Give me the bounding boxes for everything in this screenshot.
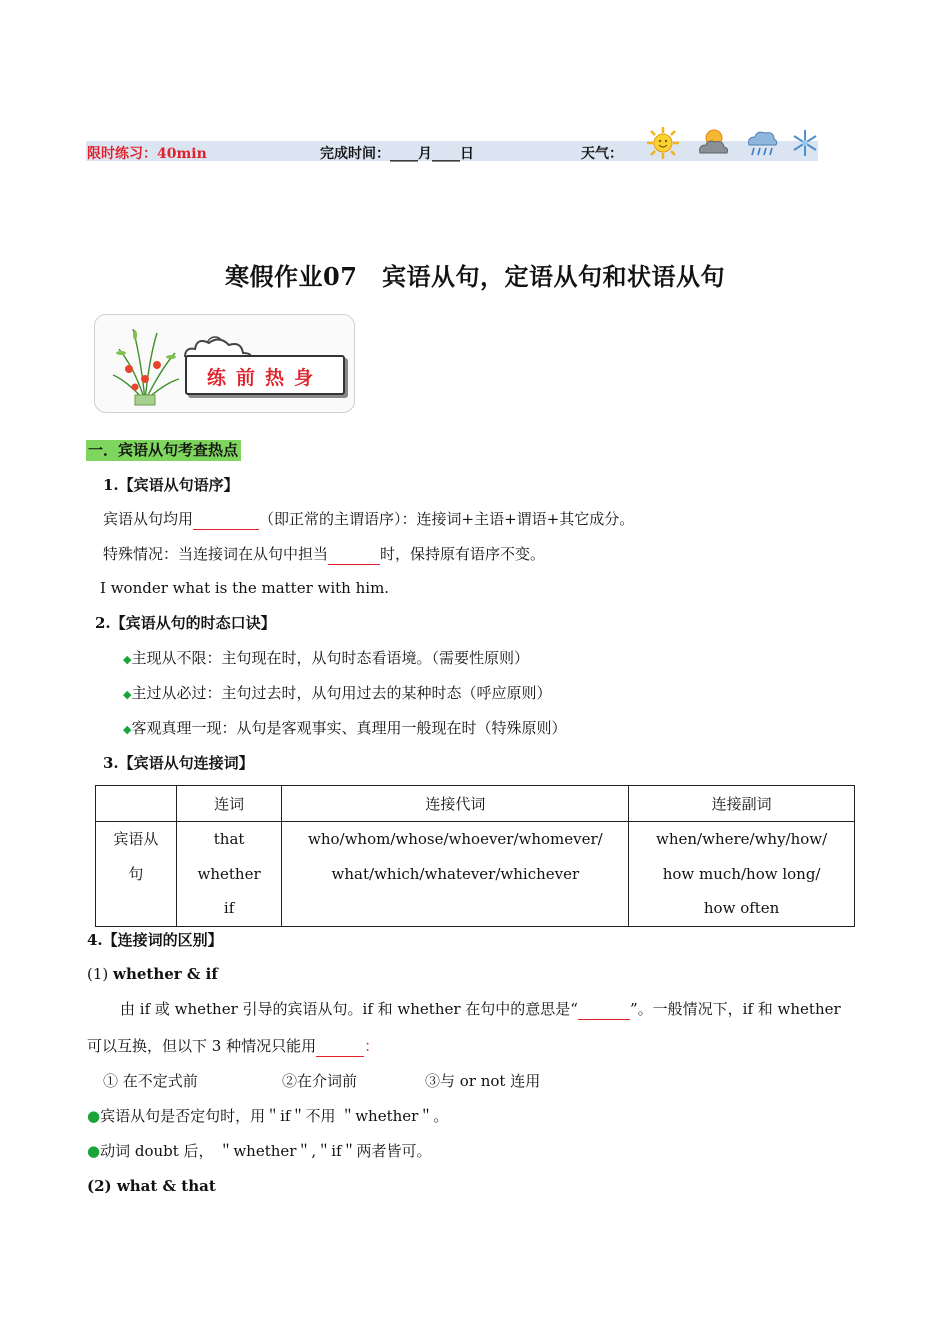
table-header-empty: [96, 786, 177, 822]
pronouns-cell: who/whom/whose/whoever/whomever/ what/which/whatever/whichever: [282, 822, 629, 927]
table-header-conjunction: 连词: [176, 786, 282, 822]
part4-heading: 4.【连接词的区别】: [87, 931, 223, 949]
green-dot-icon: ●: [87, 1107, 101, 1125]
fill-blank: [316, 1038, 364, 1057]
section-heading: 一．宾语从句考查热点: [86, 440, 241, 461]
connector-table: [95, 785, 855, 927]
part1-line1: 宾语从句均用 （即正常的主谓语序）：连接词+主语+谓语+其它成分。: [103, 510, 635, 528]
adverbs-cell: when/where/why/how/ how much/how long/ how often: [629, 822, 855, 927]
bullet-note: ●动词 doubt 后， ＂whether＂,＂if＂两者皆可。: [87, 1142, 432, 1160]
part1-heading: 1.【宾语从句语序】: [103, 476, 239, 494]
part1-line2: 特殊情况：当连接词在从句中担当 时，保持原有语序不变。: [103, 545, 546, 563]
sub1-line2: 可以互换，但以下 3 种情况只能用 ：: [87, 1037, 380, 1055]
fill-blank: [328, 546, 380, 565]
table-header-pronoun: 连接代词: [282, 786, 629, 822]
fill-blank: [578, 1001, 630, 1020]
weather-label: 天气：: [581, 146, 623, 162]
tense-rule: ◆主过从必过：主句过去时，从句用过去的某种时态（呼应原则）: [123, 684, 552, 702]
snowflake-icon: [790, 125, 820, 161]
warmup-label-box: [185, 355, 345, 395]
case-item: ① 在不定式前: [103, 1072, 198, 1090]
diamond-bullet-icon: ◆: [123, 688, 132, 701]
fill-blank: [193, 511, 259, 530]
sub2-heading: (2) what & that: [87, 1177, 216, 1195]
diamond-bullet-icon: ◆: [123, 723, 132, 736]
case-item: ③与 or not 连用: [425, 1072, 541, 1090]
table-header-adverb: 连接副词: [629, 786, 855, 822]
conjunctions-cell: that whether if: [176, 822, 282, 927]
sub1-heading: (1) whether & if: [87, 965, 218, 983]
part2-heading: 2.【宾语从句的时态口诀】: [95, 614, 276, 632]
partly-cloudy-icon: [695, 125, 731, 161]
warmup-label: 练前热身: [206, 367, 323, 389]
bullet-note: ●宾语从句是否定句时，用＂if＂不用 ＂whether＂。: [87, 1107, 449, 1125]
sun-icon: [645, 125, 681, 161]
tense-rule: ◆客观真理一现：从句是客观事实、真理用一般现在时（特殊原则）: [123, 719, 567, 737]
green-dot-icon: ●: [87, 1142, 101, 1160]
case-item: ②在介词前: [282, 1072, 358, 1090]
row-label-cell: 宾语从 句: [96, 822, 177, 927]
tense-rule: ◆主现从不限：主句现在时，从句时态看语境。（需要性原则）: [123, 649, 529, 667]
flower-pot-icon: [105, 319, 187, 407]
warmup-card: [94, 314, 355, 413]
part1-example: I wonder what is the matter with him.: [100, 579, 390, 597]
table-row: [96, 822, 855, 927]
sub1-line1: 由 if 或 whether 引导的宾语从句。if 和 whether 在句中的意思是“ ”。一般情况下，if 和 whether: [120, 1000, 841, 1018]
part3-heading: 3.【宾语从句连接词】: [103, 754, 254, 772]
rain-cloud-icon: [745, 125, 779, 161]
page-title: 寒假作业07 宾语从句，定语从句和状语从句: [225, 262, 725, 291]
time-limit: 限时练习：40min: [87, 146, 207, 162]
diamond-bullet-icon: ◆: [123, 653, 132, 666]
completion-time: 完成时间：____月____日: [320, 146, 474, 162]
